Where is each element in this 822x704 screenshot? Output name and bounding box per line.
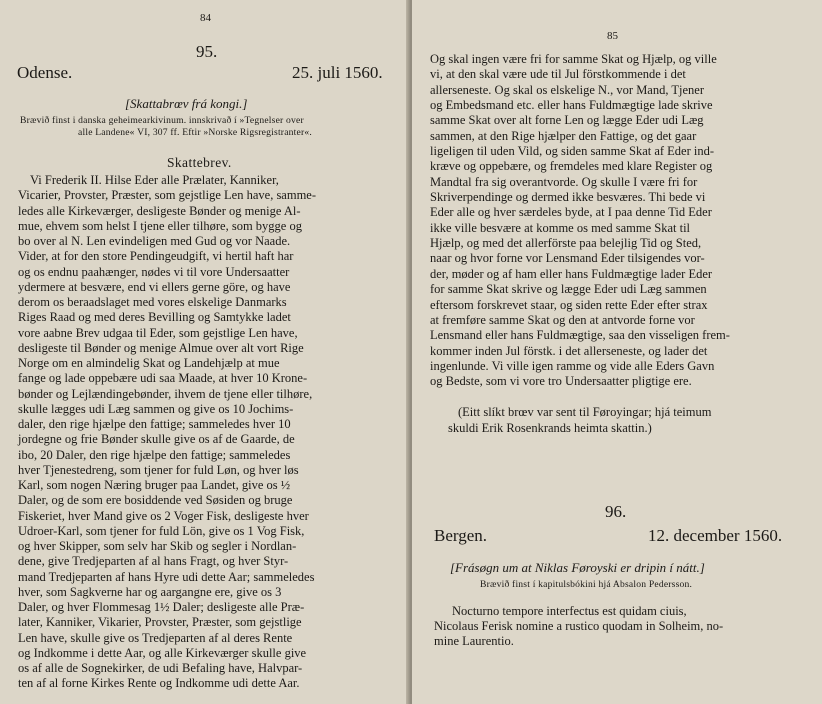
- text-line: Eder alle og hver særdeles byde, at I paa denne Tid Eder: [430, 205, 712, 220]
- document-place: Odense.: [17, 63, 73, 82]
- document-title: [Skattabrœv frá kongi.]: [125, 96, 248, 111]
- text-line: Nicolaus Ferisk nomine a rustico quodam in Solheim, no-: [434, 619, 724, 633]
- text-line: samme Skat over alt forne Len og lægge Eder udi Læg: [430, 113, 704, 128]
- text-line: dene, give Tredjeparten af al hans Fragt, og hver Styr-: [18, 554, 289, 569]
- text-line: ligeligen til uden Vild, og siden samme Skat af Eder ind-: [430, 144, 715, 159]
- text-line: sammen, at den Rige hjælper den Fattige, og det gaar: [430, 128, 697, 143]
- text-line: Vider, at for den store Pendingeudgift, vi hertil haft har: [18, 249, 294, 264]
- note-line: (Eitt slíkt brœv var sent til Føroyingar; hjá teimum: [458, 405, 712, 419]
- text-line: for samme Skat skrive og lægge Eder udi Læg sammen: [430, 282, 707, 297]
- right-page: [412, 0, 822, 704]
- document-number: 95.: [196, 42, 218, 61]
- text-line: os af alle de Sognekirker, de udi Befaling have, Halvpar-: [18, 661, 303, 675]
- text-line: hver Tjenestedreng, som tjener for fuld Løn, og hver løs: [18, 462, 299, 477]
- text-line: daler, den rige hjælpe den fattige; sammeledes hver 10: [18, 417, 291, 431]
- text-line: desligeste til Bønder og menige Almue over alt vort Rige: [18, 340, 304, 355]
- document-number: 96.: [605, 502, 627, 521]
- text-line: derom os beraadslaget med vores elskelige Danmarks: [18, 295, 287, 309]
- document-place: Bergen.: [434, 526, 488, 545]
- text-line: vore aabne Brev udgaa til Eder, som gejstlige Len have,: [18, 325, 298, 340]
- text-line: mine Laurentio.: [434, 634, 514, 648]
- document-date: 25. juli 1560.: [292, 63, 383, 82]
- text-line: Karl, som nogen Næring bruger paa Landet, give os ½: [18, 478, 291, 492]
- note-line: skuldi Erik Rosenkrands heimta skattin.): [448, 421, 652, 435]
- text-line: ledes alle Kirkeværger, desligeste Bønder og menige Al-: [18, 203, 301, 218]
- document-date: 12. december 1560.: [648, 526, 783, 545]
- text-line: kræve og oppebære, og fremdeles med klare Register og: [430, 159, 713, 174]
- text-line: hver, som Sagkverne har og aargangne ere, give os 3: [18, 584, 282, 599]
- source-note-line: Brævið finst i danska geheimearkivinum. innskrivað í »Tegnelser over: [20, 115, 304, 126]
- section-heading: Skattebrev.: [167, 155, 232, 170]
- text-line: Daler, og de som ere bosiddende ved Søsiden og bruge: [18, 493, 293, 508]
- text-line: Lensmand eller hans Fuldmægtige, saa den visseligen frem-: [430, 328, 730, 343]
- text-line: naar og hvor forne vor Lensmand Eder tilsigendes vor-: [430, 251, 705, 266]
- source-note-line: alle Landene« VI, 307 ff. Eftir »Norske Rigsregistranter«.: [78, 127, 312, 138]
- text-line: later, Kanniker, Vikarier, Provster, Præster, som gejstlige: [18, 615, 302, 630]
- left-page-number: 84: [200, 12, 211, 24]
- text-line: Nocturno tempore interfectus est quidam ciuis,: [452, 604, 687, 618]
- editor-note: [448, 404, 711, 436]
- text-line: ydermere at besvære, end vi ellers gerne göre, og have: [18, 279, 291, 294]
- text-line: ikke ville besvære at komme os med samme Skat til: [430, 220, 691, 235]
- text-line: kommer inden Jul förstk. i det allerseneste, og lader det: [430, 343, 708, 358]
- text-line: ingenlunde. Vi ville igen ramme og vide alle Eders Gavn: [430, 358, 715, 373]
- text-line: mue, ehvem som helst I tjene eller tilhøre, som bygge og: [18, 218, 302, 233]
- right-page-number: 85: [607, 30, 618, 42]
- text-line: Vi Frederik II. Hilse Eder alle Prælater, Kanniker,: [30, 173, 279, 187]
- text-line: fange og lade oppebære udi saa Maade, at hver 10 Krone-: [18, 371, 308, 386]
- text-line: bønder og Lejlændingebønder, ihvem de tjene eller tilhøre,: [18, 386, 313, 401]
- text-line: Mandtal fra sig overantvorde. Og skulle I være fri for: [430, 174, 698, 189]
- left-body-text: [18, 173, 392, 692]
- right-body-text: [430, 52, 806, 390]
- text-line: Udroer-Karl, som tjener for fuld Lön, give os 1 Vog Fisk,: [18, 523, 305, 538]
- text-line: at fremføre samme Skat og den at antvorde forne vor: [430, 312, 695, 327]
- text-line: og hver Skipper, som selv har Skib og segler i Nordlan-: [18, 539, 297, 553]
- text-line: Og skal ingen være fri for samme Skat og Hjælp, og ville: [430, 52, 717, 66]
- text-line: ten af al forne Kirkes Rente og Indkomme udi dette Aar.: [18, 676, 300, 691]
- text-line: eftersom forskrevet staar, og siden rette Eder efter strax: [430, 297, 708, 312]
- text-line: Daler, og hver Flommesag 1½ Daler; desligeste alle Præ-: [18, 600, 305, 614]
- document-title: [Frásøgn um at Niklas Føroyski er dripin í nátt.]: [450, 560, 705, 575]
- text-line: og Bedste, som vi vore tro Undersaatter pligtige ere.: [430, 374, 692, 389]
- text-line: der, møder og af ham eller hans Fuldmægtige lader Eder: [430, 266, 713, 281]
- text-line: Hjælp, og med det allerförste paa belejlig Tid og Sted,: [430, 236, 702, 251]
- text-line: og Embedsmand etc. eller hans Fuldmægtige lade skrive: [430, 98, 713, 113]
- text-line: og Indkomme i dette Aar, og alle Kirkeværger skulle give: [18, 645, 307, 660]
- text-line: allerseneste. Og skal os elskelige N., vor Mand, Tjener: [430, 82, 704, 97]
- text-line: vi, at den skal være ude til Jul förstkommende i det: [430, 67, 686, 82]
- text-line: bo over al N. Len evindeligen med Gud og vor Naade.: [18, 234, 291, 248]
- source-note: Brævið finst í kapitulsbókini hjá Absalon Pedersson.: [480, 579, 693, 590]
- text-line: Len have, skulle give os Tredjeparten af al deres Rente: [18, 630, 293, 645]
- text-line: ibo, 20 Daler, den rige hjælpe den fattige; sammeledes: [18, 447, 291, 462]
- text-line: jordegne og frie Bønder skulle give os af de Gaarde, de: [18, 432, 295, 447]
- left-page: [0, 0, 410, 704]
- text-line: mand Tredjeparten af hans Hyre udi dette Aar; sammeledes: [18, 569, 315, 584]
- text-line: Skriverpendinge og dermed ikke besværes. Thi bede vi: [430, 190, 706, 205]
- text-line: Fiskeriet, hver Mand give os 2 Voger Fisk, desligeste hver: [18, 508, 309, 523]
- latin-text: [434, 604, 808, 649]
- text-line: Vicarier, Provster, Præster, som gejstlige Len have, samme-: [18, 188, 317, 203]
- text-line: Riges Raad og med deres Bevilling og Samtykke ladet: [18, 310, 291, 325]
- text-line: og os endnu paahænger, nødes vi til vore Undersaatter: [18, 264, 290, 279]
- text-line: Norge om en almindelig Skat og Landehjælp at mue: [18, 356, 280, 370]
- text-line: skulle lægges udi Læg sammen og give os 10 Jochims-: [18, 401, 294, 416]
